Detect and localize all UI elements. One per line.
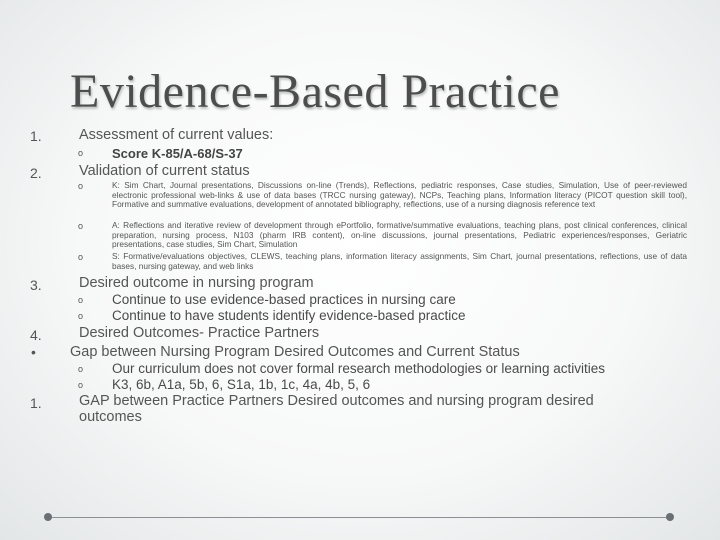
sub-item-text: Continue to use evidence-based practices in nursing care (112, 292, 456, 307)
sub-bullet-icon: o (78, 295, 84, 305)
sub-bullet-icon: o (78, 311, 84, 321)
sub-bullet-icon: o (78, 380, 84, 390)
sub-item-text: S: Formative/evaluations objectives, CLEWS, teaching plans, information literacy assignments, Sim Chart, journal presentations, reflections, use of data bases, nursing gateway, and web links (112, 251, 687, 271)
bullet-icon: • (31, 344, 36, 360)
sub-bullet-icon: o (78, 252, 84, 262)
item-number: 2. (30, 165, 42, 181)
left-dot-icon (44, 513, 52, 521)
sub-bullet-icon: o (78, 221, 84, 231)
sub-item-text: K3, 6b, A1a, 5b, 6, S1a, 1b, 1c, 4a, 4b, 5, 6 (112, 377, 371, 392)
sub-bullet-icon: o (78, 364, 84, 374)
item-number: 1. (30, 128, 42, 144)
sub-bullet-icon: o (78, 181, 84, 191)
footer-divider (50, 517, 670, 518)
right-dot-icon (666, 513, 674, 521)
item-text: Desired outcome in nursing program (79, 275, 314, 291)
item-text: Gap between Nursing Program Desired Outcomes and Current Status (70, 344, 520, 360)
item-number: 4. (30, 327, 42, 343)
sub-item-text: A: Reflections and iterative review of development through ePortfolio, formative/summative evaluations, teaching plans, post clinical conferences, clinical preparation, nursing process, N103 (pharm IRB content), on-line discussions, journal presentations, Pediatric experiences/responses, Geriatric presentations, case studies, Sim Chart, Simulation (112, 220, 687, 250)
sub-item-text: K: Sim Chart, Journal presentations, Discussions on-line (Trends), Reflections, pediatric responses, Case studies, Simulation, Use of peer-reviewed electronic professional web-links & use of data bases (TRCC nursing gateway), NCPs, Teaching plans, Information literacy (PICOT question skill tool), Formative and summative evaluations, development of annotated bibliography, reflections, use of a nursing diagnosis reference text (112, 180, 687, 210)
sub-item-text: Score K-85/A-68/S-37 (112, 146, 243, 161)
item-number: 1. (30, 395, 42, 411)
item-text: Assessment of current values: (79, 127, 274, 143)
item-text: Desired Outcomes- Practice Partners (79, 325, 320, 341)
sub-item-text: Continue to have students identify evidence-based practice (112, 308, 466, 323)
item-number: 3. (30, 277, 42, 293)
slide-title: Evidence-Based Practice (70, 65, 560, 118)
sub-item-text: Our curriculum does not cover formal research methodologies or learning activities (112, 361, 605, 376)
item-text: GAP between Practice Partners Desired outcomes and nursing program desired outcomes (79, 393, 594, 425)
item-text: Validation of current status (79, 163, 250, 179)
sub-bullet-icon: o (78, 148, 84, 158)
